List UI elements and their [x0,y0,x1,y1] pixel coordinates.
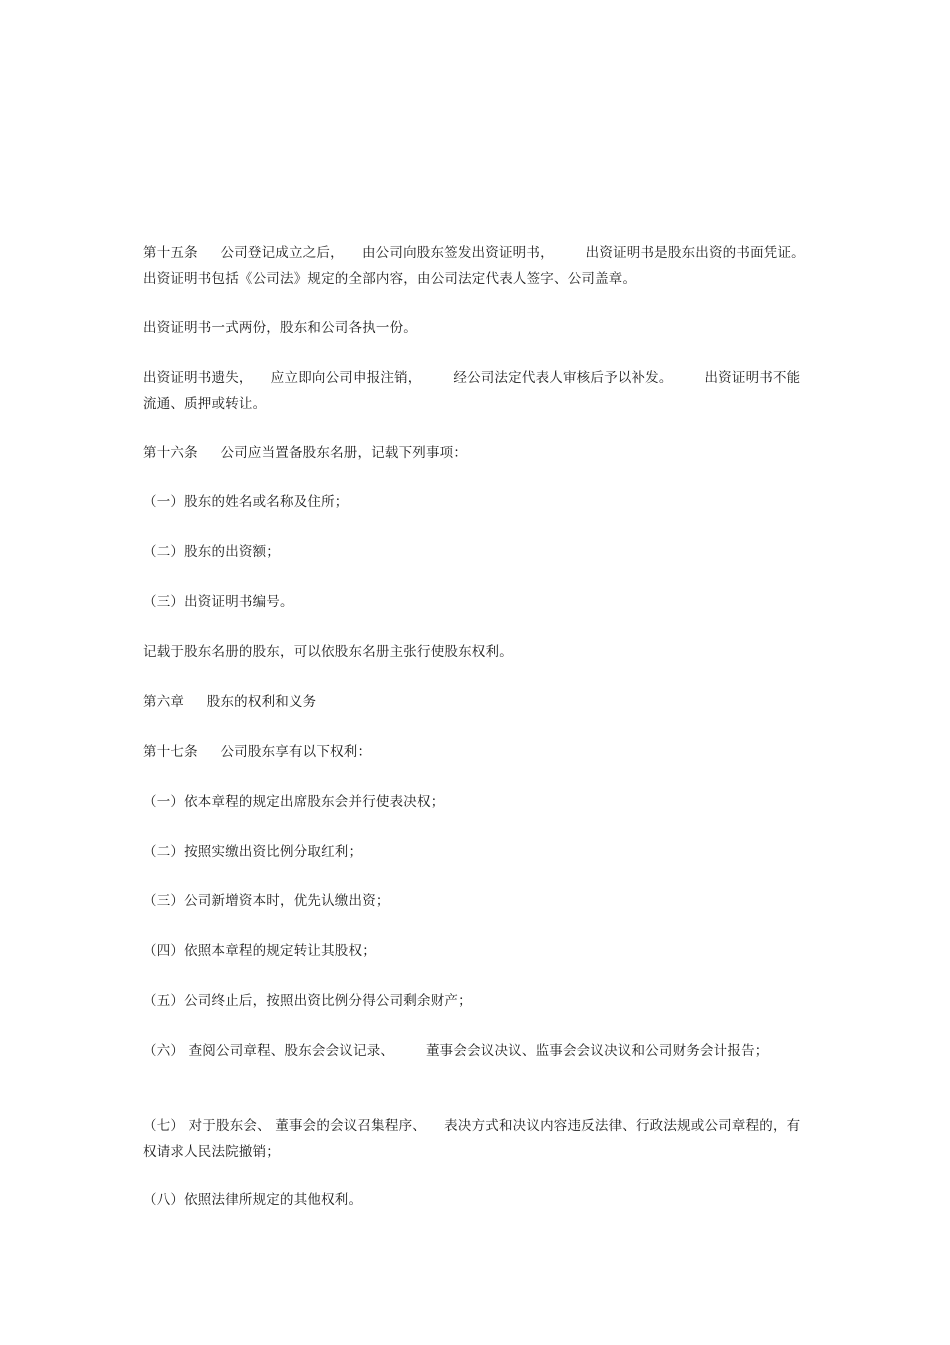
article-17-paragraph: 第十七条 公司股东享有以下权利： [143,744,372,760]
list-item: （二）股东的出资额； [143,544,280,560]
article-16-paragraph: 第十六条 公司应当置备股东名册，记载下列事项： [143,445,468,461]
list-item: （三）出资证明书编号。 [143,594,294,610]
chapter-heading: 第六章 股东的权利和义务 [143,694,317,710]
list-item: （四）依照本章程的规定转让其股权； [143,943,376,959]
list-item: （一）依本章程的规定出席股东会并行使表决权； [143,794,445,810]
article-15-paragraph: 第十五条 公司登记成立之后， 由公司向股东签发出资证明书， 出资证明书是股东出资的书面凭证。出资证明书包括《公司法》规定的全部内容，由公司法定代表人签字、公司盖章。 [143,245,805,287]
list-item: （二）按照实缴出资比例分取红利； [143,844,363,860]
list-item: （五）公司终止后，按照出资比例分得公司剩余财产； [143,993,472,1009]
list-item: （三）公司新增资本时，优先认缴出资； [143,893,390,909]
certificate-loss-paragraph: 出资证明书遗失， 应立即向公司申报注销， 经公司法定代表人审核后予以补发。 出资证明书不能流通、质押或转让。 [143,370,801,412]
list-item: （一）股东的姓名或名称及住所； [143,494,349,510]
list-item: （八）依照法律所规定的其他权利。 [143,1192,363,1208]
list-item: （七） 对于股东会、 董事会的会议召集程序、 表决方式和决议内容违反法律、行政法规或公司章程的，有权请求人民法院撤销； [143,1118,801,1160]
certificate-copies-paragraph: 出资证明书一式两份，股东和公司各执一份。 [143,320,417,336]
list-item: （六） 查阅公司章程、股东会会议记录、 董事会会议决议、监事会会议决议和公司财务会计报告； [143,1043,769,1059]
register-rights-paragraph: 记载于股东名册的股东，可以依股东名册主张行使股东权利。 [143,644,513,660]
